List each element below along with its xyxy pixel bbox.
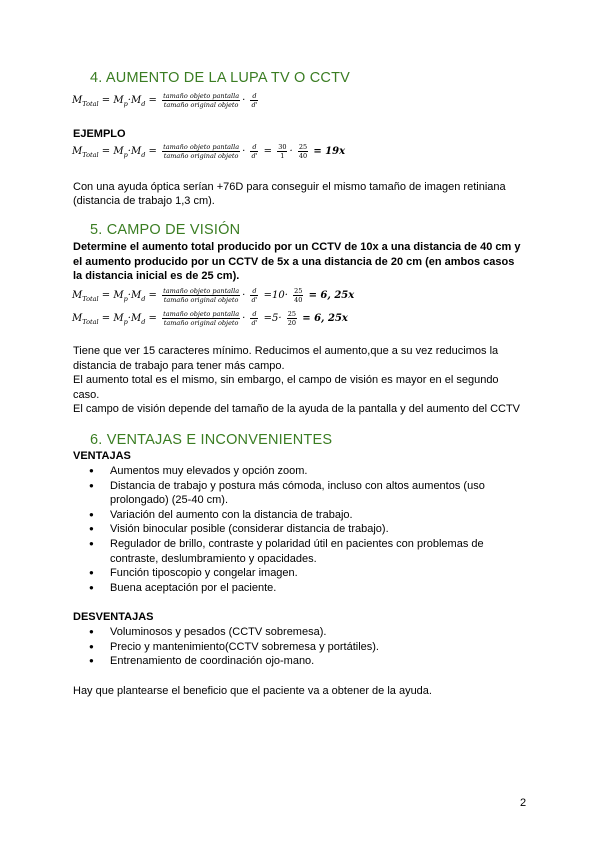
list-item: ● Visión binocular posible (considerar distancia de trabajo).	[89, 522, 485, 537]
list-item: ● Variación del aumento con la distancia de trabajo.	[89, 508, 485, 523]
list-item: ● Precio y mantenimiento(CCTV sobremesa y portátiles).	[89, 640, 379, 655]
list-item: ● Entrenamiento de coordinación ojo-mano.	[89, 654, 379, 669]
formula-example: $M_{Total} = M_p\cdot M_d$ = $\frac{\text{tamaño objeto pantalla}}{\text{tamaño original objeto}}$ · $\frac{d}{d'}$ = $\frac{30}{1}$ · $\frac{25}{40}$ = 19x	[72, 143, 346, 160]
list-item-continuation: contraste, deslumbramiento y opacidades.	[110, 552, 317, 565]
section-5-text-line-2: distancia de trabajo para tener más campo.	[73, 360, 285, 372]
section-4-paragraph-line-1: Con una ayuda óptica serían +76D para conseguir el mismo tamaño de imagen retiniana	[73, 181, 506, 193]
section-5-text-line-1: Tiene que ver 15 caracteres mínimo. Reducimos el aumento,que a su vez reducimos la	[73, 345, 499, 357]
formula-calc-1: $M_{Total} = M_p\cdot M_d$ = $\frac{\text{tamaño objeto pantalla}}{\text{tamaño original objeto}}$ · $\frac{d}{d'}$ =10· $\frac{25}{40}$ = 6, 25x	[72, 287, 355, 304]
list-item: ● Distancia de trabajo y postura más cómoda, incluso con altos aumentos (uso	[89, 479, 485, 494]
section-6-heading: 6. VENTAJAS E INCONVENIENTES	[90, 432, 333, 448]
list-item: ● Función tiposcopio y congelar imagen.	[89, 566, 485, 581]
list-item: ● Voluminosos y pesados (CCTV sobremesa).	[89, 625, 379, 640]
disadvantages-list	[89, 625, 379, 669]
list-item: ● Regulador de brillo, contraste y polaridad útil en pacientes con problemas de	[89, 537, 485, 552]
section-5-text-line-4: caso.	[73, 389, 100, 401]
section-4-heading: 4. AUMENTO DE LA LUPA TV O CCTV	[90, 70, 351, 86]
problem-line-1: Determine el aumento total producido por un CCTV de 10x a una distancia de 40 cm y	[73, 241, 521, 253]
example-label: EJEMPLO	[73, 128, 126, 140]
page-number: 2	[520, 797, 527, 809]
formula-magnification: $M_{Total} = M_p\cdot M_d$ = $\frac{\text{tamaño objeto pantalla}}{\text{tamaño original objeto}}$ · $\frac{d}{d'}$	[72, 92, 258, 109]
list-item: ● Buena aceptación por el paciente.	[89, 581, 485, 596]
section-5-heading: 5. CAMPO DE VISIÓN	[90, 222, 241, 238]
formula-calc-2: $M_{Total} = M_p\cdot M_d$ = $\frac{\text{tamaño objeto pantalla}}{\text{tamaño original objeto}}$ · $\frac{d}{d'}$ =5· $\frac{25}{20}$ = 6, 25x	[72, 310, 348, 327]
list-item: ● Aumentos muy elevados y opción zoom.	[89, 464, 485, 479]
advantages-label: VENTAJAS	[73, 450, 131, 462]
problem-line-2: el aumento producido por un CCTV de 5x a una distancia de 20 cm (en ambos casos	[73, 256, 515, 268]
problem-line-3: la distancia inicial es de 25 cm).	[73, 270, 240, 282]
section-5-text-line-3: El aumento total es el mismo, sin embargo, el campo de visión es mayor en el segundo	[73, 374, 499, 386]
list-item-continuation: prolongado) (25-40 cm).	[110, 494, 229, 507]
section-5-text-line-5: El campo de visión depende del tamaño de la ayuda de la pantalla y del aumento del CCTV	[73, 403, 521, 415]
closing-paragraph: Hay que plantearse el beneficio que el paciente va a obtener de la ayuda.	[73, 685, 432, 697]
section-4-paragraph-line-2: (distancia de trabajo 1,3 cm).	[73, 195, 215, 207]
advantages-list	[89, 464, 485, 595]
disadvantages-label: DESVENTAJAS	[73, 611, 154, 623]
